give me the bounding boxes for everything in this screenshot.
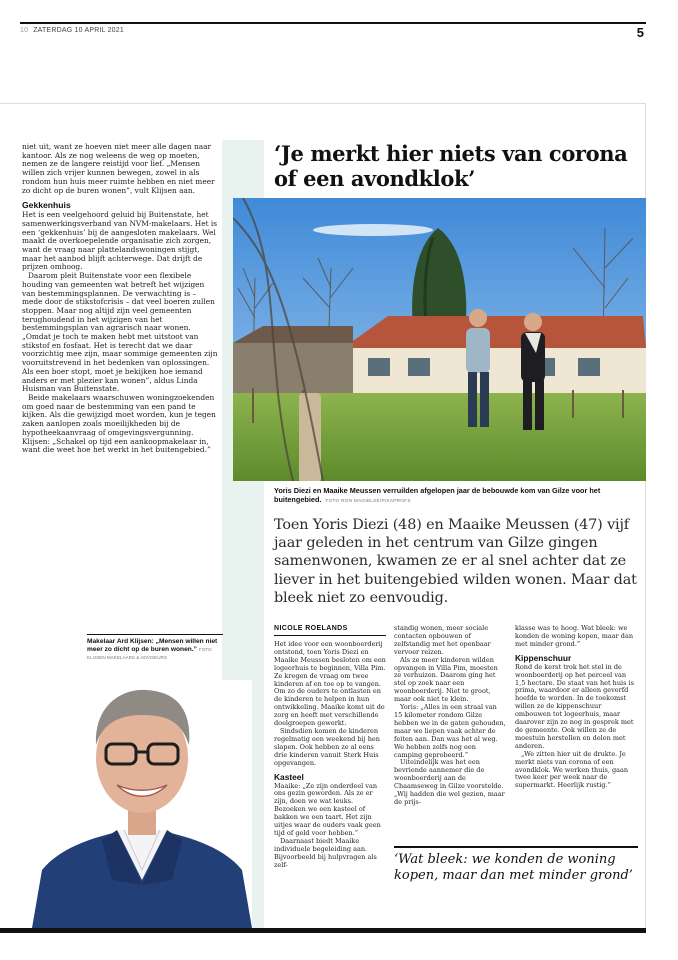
paragraph: Uiteindelijk was het een bevriende aannemer die de woonboerderij aan de Chaamseweg in Gilze voorstelde. „Wij hadden die wel gezien, maar de prijs- xyxy=(394,758,505,806)
paragraph: „We zitten hier uit de drukte. Je merkt niets van corona of een avondklok. We werken thuis, gaan twee keer per week naar de supermarkt. Heerlijk rustig.” xyxy=(515,749,629,790)
page-header-date xyxy=(20,27,124,34)
portrait-illustration xyxy=(32,680,252,928)
paragraph: Maaike: „Ze zijn onderdeel van ons gezin geworden. Als ze er zijn, doen we wat leuks. Bezoeken we een kasteel of bakken we een taart. Het zijn uitjes waar de ouders vaak geen tijd of geld voor hebben.” xyxy=(274,781,381,837)
paragraph: Daarom pleit Buitenstate voor een flexibele houding van gemeenten wat betreft het wijzigen van bestemmingsplannen. De verwachting is – mede door de stikstofcrisis – dat veel boeren zullen stoppen. Maar nog altijd zijn veel gemeenten terughoudend in het wijzigen van het bestemmingsplan van agrarisch naar wonen. „Omdat je toch te maken hebt met uitstoot van stikstof en fosfaat. Het is terecht dat we daar voorzichtig mee zijn, maar sommige gemeenten zijn vooruitstrevend in het bedenken van oplossingen. Als een boer stopt, moet je bekijken hoe iemand anders er met plezier kan wonen”, aldus Linda Huisman van Buitenstate. xyxy=(22,271,218,394)
page-gap xyxy=(0,933,678,960)
paragraph: niet uit, want ze hoeven niet meer alle dagen naar kantoor. Als ze nog weleens de weg op moeten, nemen ze de langere reistijd voor lief. „Mensen willen zich vrijer kunnen bewegen, zowel in als rondom hun huis meer ruimte hebben en niet meer zo dicht op de buren wonen”, vult Klijsen aan. xyxy=(22,142,215,195)
pull-quote: ‘Wat bleek: we konden de woning kopen, maar dan met minder grond’ xyxy=(394,846,638,884)
photo-credit: FOTO RON MAGIELSE/PIXAPROFS xyxy=(325,499,411,504)
photo-caption xyxy=(274,486,644,506)
headline: ‘Je merkt hier niets van corona of een avondklok’ xyxy=(274,141,628,191)
subheading: Kippenschuur xyxy=(515,652,572,663)
paragraph: Beide makelaars waarschuwen woningzoekenden om goed naar de bestemming van een pand te kijken. Als die gewijzigd moet worden, kun je tegen zaken aanlopen zoals moeilijkheden bij de hypotheekaanvraag of omgevingsvergunning. Klijsen: „Schakel op tijd een aankoopmakelaar in, want die weet hoe het werkt in het buitengebied.” xyxy=(22,392,216,455)
article-column-2 xyxy=(394,625,506,807)
paragraph: Rond de kerst trok het stel in de woonboerderij op het perceel van 1,5 hectare. De staat van het huis is prima, waardoor er alleen geverfd hoefde te worden. In de toekomst willen ze de kippenschuur ombouwen tot logeerhuis, maar daarover zijn ze nog in gesprek met de gemeente. Ook willen ze de moestuin herstellen en delen met anderen. xyxy=(515,662,634,750)
byline: NICOLE ROELANDS xyxy=(274,625,386,636)
paragraph: Als ze meer kinderen wilden opvangen in Villa Pim, moesten ze verhuizen. Daarom ging het stel op zoek naar een woonboerderij. Niet te groot, maar ook niet te klein. xyxy=(394,655,498,704)
article-intro: Toen Yoris Diezi (48) en Maaike Meussen (47) vijf jaar geleden in het centrum van Gilze gingen samenwonen, kwamen ze er al snel achter dat ze liever in het buitengebied wilden wonen. Maar dat bleek niet zo eenvoudig. xyxy=(274,517,637,606)
portrait-caption xyxy=(87,634,223,662)
date-label: ZATERDAG 10 APRIL 2021 xyxy=(33,27,124,34)
farmhouse-photo-illustration xyxy=(233,198,646,481)
article-photo xyxy=(233,198,646,481)
page-number-prefix: 10 xyxy=(20,27,29,34)
portrait-credit: FOTO KLIJSEN MAKELAARS & ADVISEURS xyxy=(87,647,212,660)
top-rule xyxy=(20,22,646,24)
page-number: 5 xyxy=(636,25,644,40)
portrait-photo xyxy=(32,680,252,928)
paragraph: Sindsdien komen de kinderen regelmatig een weekend bij hen slapen. Ook hebben ze al eens drie kinderen vanuit Sterk Huis opgevangen. xyxy=(274,726,380,767)
paragraph: Daarnaast biedt Maaike individuele begeleiding aan. Bijvoorbeeld bij hulpvragen als zelf- xyxy=(274,836,377,869)
paragraph: Het idee voor een woonboerderij ontstond, toen Yoris Diezi en Maaike Meussen besloten om een logeerhuis te beginnen, Villa Pim. Ze kregen de vraag om twee kinderen af en toe op te vangen. Om zo de ouders te ontlasten en de kinderen te helpen in hun ontwikkeling. Maaike komt uit de zorg en heeft met verschillende doelgroepen gewerkt. xyxy=(274,640,386,728)
article-column-3 xyxy=(515,625,637,790)
paragraph: standig wonen, meer sociale contacten opbouwen of zelfstandig met het openbaar vervoer reizen. xyxy=(394,624,491,656)
caption-text: Yoris Diezi en Maaike Meussen verruilden afgelopen jaar de bebouwde kom van Gilze voor het buitengebied. xyxy=(274,486,601,504)
article-column-1 xyxy=(274,625,386,869)
previous-page-strip xyxy=(0,0,678,100)
left-article-column xyxy=(22,143,218,455)
subheading: Gekkenhuis xyxy=(22,200,71,211)
paragraph: klasse was te hoog. Wat bleek: we konden de woning kopen, maar dan met minder grond.” xyxy=(515,624,634,648)
paragraph: Het is een veelgehoord geluid bij Buitenstate, het samenwerkingsverband van NVM-makelaars. Het is een ‘gekkenhuis’ bij de aangesloten makelaars. Wel maakt de overkoepelende organisatie zich zorgen, want de vraag naar plattelandswoningen stijgt, maar het aanbod blijft achterwege. Dat drijft de prijzen omhoog. xyxy=(22,210,218,272)
paragraph: Yoris: „Alles in een straal van 15 kilometer rondom Gilze hebben we in de gaten gehouden, maar we liepen vaak achter de feiten aan. Dan was het al weg. We hebben zelfs nog een camping geprobeerd.” xyxy=(394,703,506,759)
subheading: Kasteel xyxy=(274,771,304,782)
portrait-caption-text: Makelaar Ard Klijsen: „Mensen willen niet meer zo dicht op de buren wonen.” xyxy=(87,638,218,653)
